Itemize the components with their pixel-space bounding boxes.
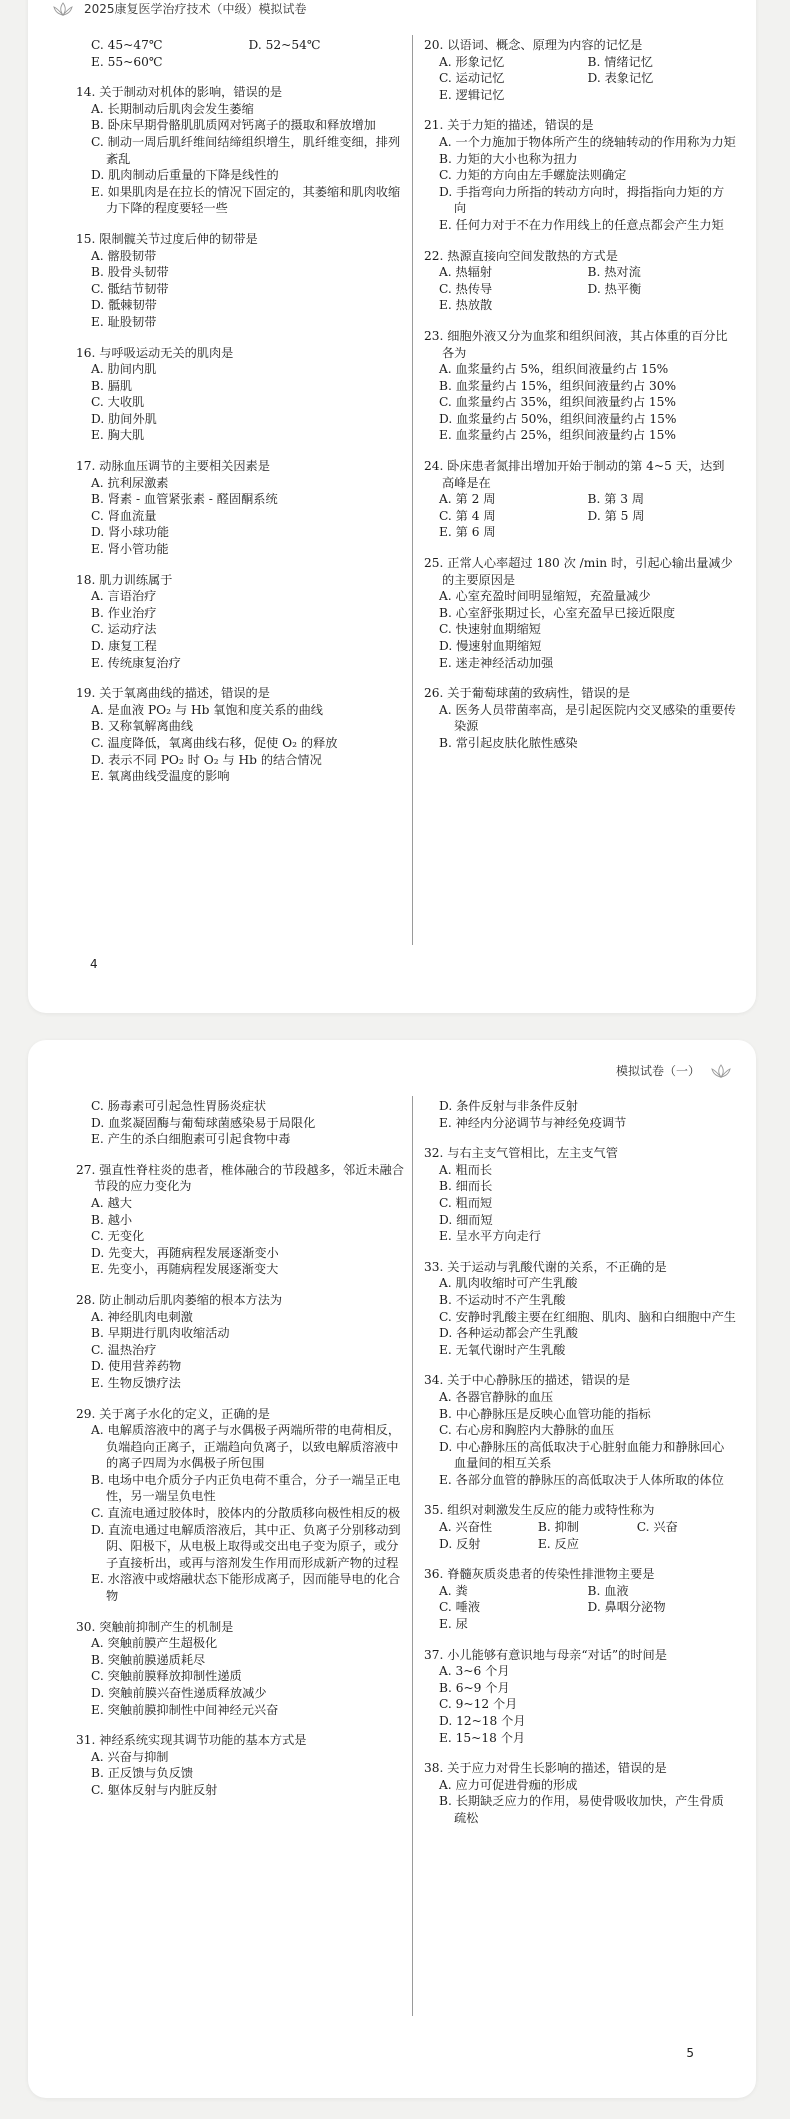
option-cell (91, 54, 249, 71)
question-14 (76, 84, 406, 217)
option: A. 热辐射 (439, 265, 493, 280)
option: E. 反应 (537, 1536, 579, 1551)
option: A. 医务人员带菌率高，是引起医院内交叉感染的重要传染源 (439, 702, 736, 734)
option: A. 突触前膜产生超极化 (91, 1636, 218, 1651)
question-28 (76, 1292, 406, 1392)
question-text: 限制髋关节过度后伸的韧带是 (99, 231, 258, 246)
option: C. 兴奋 (636, 1520, 678, 1535)
page-header (50, 0, 307, 17)
option: C. 躯体反射与内脏反射 (91, 1782, 218, 1797)
question-number: 14. (76, 85, 96, 100)
option: D. 肋间外肌 (91, 411, 157, 426)
question-stem (76, 1292, 406, 1309)
question-text: 细胞外液又分为血浆和组织间液，其占体重的百分比各为 (442, 328, 728, 360)
column-divider (412, 35, 413, 945)
option: D. 条件反射与非条件反射 (439, 1099, 578, 1113)
lotus-logo-icon (708, 1064, 734, 1078)
question-text: 组织对刺激发生反应的能力或特性称为 (447, 1503, 655, 1518)
option: D. 血浆凝固酶与葡萄球菌感染易于局限化 (91, 1115, 316, 1130)
option: A. 血浆量约占 5%，组织间液量约占 15% (439, 362, 669, 377)
question-number: 37. (424, 1647, 444, 1662)
option: E. 产生的杀白细胞素可引起食物中毒 (91, 1132, 291, 1147)
option: C. 第 4 周 (439, 508, 496, 523)
option: C. 粗而短 (439, 1195, 493, 1210)
option: C. 无变化 (91, 1229, 145, 1244)
question-number: 27. (76, 1162, 96, 1177)
question-number: 21. (424, 118, 444, 133)
question-stem (424, 685, 736, 702)
option: E. 逻辑记忆 (439, 87, 505, 102)
question-33 (424, 1259, 736, 1359)
question-stem (424, 37, 736, 54)
question-text: 关于运动与乳酸代谢的关系，不正确的是 (447, 1259, 667, 1274)
question-stem (424, 1566, 736, 1583)
right-column (424, 37, 736, 752)
question-text: 防止制动后肌肉萎缩的根本方法为 (99, 1292, 283, 1307)
question-17 (76, 458, 406, 558)
option: E. 各部分血管的静脉压的高低取决于人体所取的体位 (439, 1472, 724, 1487)
question-15 (76, 231, 406, 331)
option: B. 作业治疗 (91, 605, 157, 620)
option: B. 突触前膜递质耗尽 (91, 1652, 206, 1667)
option: B. 肾素 - 血管紧张素 - 醛固酮系统 (91, 492, 278, 507)
question-text: 关于中心静脉压的描述，错误的是 (447, 1373, 631, 1388)
option-text: 45~47℃ (107, 38, 163, 52)
option: A. 肌肉收缩时可产生乳酸 (439, 1276, 578, 1291)
option: E. 耻股韧带 (91, 314, 157, 329)
option: B. 常引起皮肤化脓性感染 (439, 735, 578, 750)
continued-options (76, 37, 406, 70)
option: B. 力矩的大小也称为扭力 (439, 151, 578, 166)
question-stem (76, 1732, 406, 1749)
continued-options (424, 1098, 736, 1131)
option: D. 肾小球功能 (91, 525, 170, 540)
question-stem (424, 1372, 736, 1389)
option: B. 抑制 (537, 1520, 579, 1535)
option: B. 膈肌 (91, 378, 133, 393)
question-stem (424, 555, 736, 588)
option: A. 是血液 PO₂ 与 Hb 氧饱和度关系的曲线 (91, 702, 323, 717)
option: D. 突触前膜兴奋性递质释放减少 (91, 1686, 267, 1700)
option: E. 如果肌肉是在拉长的情况下固定的，其萎缩和肌肉收缩力下降的程度要轻一些 (91, 184, 401, 216)
option: D. 肌肉制动后重量的下降是线性的 (91, 168, 279, 183)
option: B. 中心静脉压是反映心血管功能的指标 (439, 1406, 651, 1421)
option: D. 表示不同 PO₂ 时 O₂ 与 Hb 的结合情况 (91, 752, 322, 767)
question-stem (424, 1259, 736, 1276)
option: C. 力矩的方向由左手螺旋法则确定 (439, 168, 627, 183)
option: A. 肋间内肌 (91, 362, 157, 377)
option: A. 越大 (91, 1195, 132, 1210)
option: B. 越小 (91, 1212, 133, 1227)
option: D. 血浆量约占 50%，组织间液量约占 15% (439, 411, 677, 426)
lotus-logo-icon (50, 2, 76, 16)
option: A. 神经肌肉电刺激 (91, 1309, 193, 1324)
question-25 (424, 555, 736, 671)
question-38 (424, 1760, 736, 1826)
question-stem (76, 1619, 406, 1636)
option: C. 唾液 (439, 1600, 481, 1615)
question-number: 32. (424, 1146, 444, 1161)
option: D. 使用营养药物 (91, 1359, 182, 1374)
question-number: 20. (424, 38, 444, 52)
question-32 (424, 1145, 736, 1245)
option: E. 神经内分泌调节与神经免疫调节 (439, 1115, 627, 1130)
option: D. 鼻咽分泌物 (587, 1600, 666, 1615)
option: C. 安静时乳酸主要在红细胞、肌肉、脑和白细胞中产生 (439, 1309, 736, 1324)
left-column (76, 37, 406, 785)
option: C. 大收肌 (91, 395, 145, 410)
option: A. 抗利尿激素 (91, 475, 169, 490)
option: A. 第 2 周 (439, 492, 496, 507)
question-number: 34. (424, 1373, 444, 1388)
question-number: 24. (424, 459, 444, 474)
question-stem (76, 1162, 406, 1195)
option: A. 兴奋性 (439, 1520, 493, 1535)
option: E. 血浆量约占 25%，组织间液量约占 15% (439, 428, 677, 443)
option: A. 粪 (439, 1583, 468, 1598)
question-24 (424, 458, 736, 541)
option: A. 心室充盈时间明显缩短，充盈量减少 (439, 589, 651, 604)
question-34 (424, 1372, 736, 1488)
option-text: 55~60℃ (107, 54, 163, 69)
question-stem (424, 458, 736, 491)
question-text: 卧床患者氮排出增加开始于制动的第 4~5 天，达到高峰是在 (442, 459, 725, 490)
column-divider (412, 1096, 413, 2016)
option: A. 应力可促进骨痂的形成 (439, 1777, 578, 1792)
option: A. 一个力施加于物体所产生的绕轴转动的作用称为力矩 (439, 134, 736, 149)
option: C. 运动疗法 (91, 622, 157, 637)
left-column (76, 1098, 406, 1799)
question-stem (424, 1502, 736, 1519)
option-grid (424, 1519, 736, 1552)
page-number: 5 (686, 2046, 694, 2060)
question-stem (76, 1406, 406, 1423)
option: C. 温热治疗 (91, 1342, 157, 1357)
option: C. 右心房和胸腔内大静脉的血压 (439, 1423, 615, 1438)
question-text: 突触前抑制产生的机制是 (99, 1619, 234, 1634)
option: B. 心室舒张期过长，心室充盈早已接近限度 (439, 605, 676, 620)
question-text: 神经系统实现其调节功能的基本方式是 (99, 1733, 307, 1748)
option: E. 肾小管功能 (91, 542, 169, 557)
question-number: 29. (76, 1406, 96, 1421)
option: C. 制动一周后肌纤维间结缔组织增生，肌纤维变细，排列紊乱 (91, 134, 401, 166)
option: A. 兴奋与抑制 (91, 1749, 169, 1764)
question-number: 28. (76, 1292, 96, 1307)
option: B. 电场中电介质分子内正负电荷不重合，分子一端呈正电性，另一端呈负电性 (91, 1472, 401, 1504)
option: C. 9~12 个月 (439, 1697, 518, 1712)
question-18 (76, 572, 406, 672)
option: B. 情绪记忆 (587, 54, 653, 69)
option: E. 任何力对于不在力作用线上的任意点都会产生力矩 (439, 217, 724, 232)
question-text: 小儿能够有意识地与母亲“对话”的时间是 (447, 1647, 667, 1662)
question-stem (424, 1647, 736, 1664)
question-stem (424, 117, 736, 134)
question-stem (76, 231, 406, 248)
question-29 (76, 1406, 406, 1605)
option-grid (424, 54, 736, 104)
question-stem (76, 458, 406, 475)
option-cell (249, 37, 407, 54)
question-23 (424, 328, 736, 444)
question-text: 与右主支气管相比，左主支气管 (447, 1146, 618, 1161)
option: D. 12~18 个月 (439, 1714, 526, 1728)
option: C. 肠毒素可引起急性胃肠炎症状 (91, 1099, 267, 1113)
question-number: 22. (424, 248, 444, 263)
question-stem (424, 1760, 736, 1777)
option: E. 水溶液中或熔融状态下能形成离子，因而能导电的化合物 (91, 1572, 401, 1604)
option: D. 中心静脉压的高低取决于心脏射血能力和静脉回心血量间的相互关系 (439, 1439, 725, 1471)
option: B. 血浆量约占 15%，组织间液量约占 30% (439, 378, 677, 393)
option: B. 6~9 个月 (439, 1680, 510, 1695)
option: E. 15~18 个月 (439, 1730, 526, 1745)
option: E. 传统康复治疗 (91, 655, 181, 670)
question-number: 35. (424, 1503, 444, 1518)
question-number: 33. (424, 1259, 444, 1274)
option: C. 温度降低，氧离曲线右移，促使 O₂ 的释放 (91, 735, 338, 750)
question-30 (76, 1619, 406, 1719)
question-number: 30. (76, 1619, 96, 1634)
question-text: 关于氧离曲线的描述，错误的是 (99, 686, 270, 701)
question-text: 强直性脊柱炎的患者，椎体融合的节段越多，邻近未融合节段的应力变化为 (94, 1162, 404, 1194)
question-20 (424, 37, 736, 103)
option: B. 正反馈与负反馈 (91, 1766, 194, 1781)
question-text: 肌力训练属于 (99, 572, 173, 587)
question-22 (424, 248, 736, 314)
question-text: 关于力矩的描述，错误的是 (447, 118, 594, 133)
option: E. 尿 (439, 1617, 468, 1632)
option: B. 股骨头韧带 (91, 265, 169, 280)
option: D. 反射 (439, 1536, 481, 1551)
question-text: 动脉血压调节的主要相关因素是 (99, 459, 270, 474)
header-title: 2025康复医学治疗技术（中级）模拟试卷 (84, 2, 307, 16)
option: E. 先变小，再随病程发展逐渐变大 (91, 1262, 279, 1277)
question-text: 关于制动对机体的影响，错误的是 (99, 85, 283, 100)
option-cell (91, 37, 249, 54)
option-grid (424, 264, 736, 314)
question-text: 关于葡萄球菌的致病性，错误的是 (447, 686, 631, 701)
option-grid (424, 491, 736, 541)
option: E. 迷走神经活动加强 (439, 655, 554, 670)
option-grid (76, 37, 406, 70)
option-letter: D. (248, 38, 262, 52)
option: E. 突触前膜抑制性中间神经元兴奋 (91, 1702, 279, 1717)
question-26 (424, 685, 736, 751)
question-stem (76, 345, 406, 362)
option: B. 早期进行肌肉收缩活动 (91, 1326, 230, 1341)
question-number: 23. (424, 328, 444, 343)
option: B. 第 3 周 (587, 492, 645, 507)
option: C. 快速射血期缩短 (439, 622, 541, 637)
option: A. 髂股韧带 (91, 248, 157, 263)
option: A. 粗而长 (439, 1162, 493, 1177)
question-16 (76, 345, 406, 445)
option: E. 氧离曲线受温度的影响 (91, 769, 230, 784)
option: A. 3~6 个月 (439, 1664, 510, 1679)
option: E. 热放散 (439, 298, 493, 313)
question-35 (424, 1502, 736, 1552)
page-number: 4 (90, 957, 98, 971)
right-column (424, 1098, 736, 1827)
question-text: 热源直接向空间发散热的方式是 (447, 248, 618, 263)
option: B. 不运动时不产生乳酸 (439, 1292, 566, 1307)
option: A. 各器官静脉的血压 (439, 1389, 554, 1404)
option: D. 康复工程 (91, 639, 157, 653)
question-27 (76, 1162, 406, 1278)
option: D. 先变大，再随病程发展逐渐变小 (91, 1245, 279, 1260)
question-stem (424, 328, 736, 361)
option: B. 卧床早期骨骼肌肌质网对钙离子的摄取和释放增加 (91, 118, 376, 133)
option-letter: E. (91, 54, 104, 69)
option: A. 电解质溶液中的离子与水偶极子两端所带的电荷相反，负端趋向正离子，正端趋向负离子，以致电解质溶液中的离子四周为水偶极子所包围 (91, 1423, 401, 1471)
question-number: 25. (424, 556, 444, 571)
option: D. 细而短 (439, 1212, 493, 1227)
exam-page-5 (28, 1040, 756, 2098)
option: D. 直流电通过电解质溶液后，其中正、负离子分别移动到阴、阳极下，从电极上取得或交出电子变为原子，或分子直接析出，或再与溶剂发生作用而形成新产物的过程 (91, 1522, 401, 1570)
option: C. 肾血流量 (91, 508, 157, 523)
question-text: 脊髓灰质炎患者的传染性排泄物主要是 (447, 1567, 655, 1582)
option: C. 突触前膜释放抑制性递质 (91, 1669, 242, 1684)
option-letter: C. (91, 38, 104, 52)
option: D. 热平衡 (587, 281, 642, 296)
option: B. 又称氧解离曲线 (91, 719, 194, 734)
question-stem (76, 84, 406, 101)
question-number: 26. (424, 686, 444, 701)
question-number: 18. (76, 572, 96, 587)
option: A. 形象记忆 (439, 54, 505, 69)
option: D. 慢速射血期缩短 (439, 639, 542, 653)
option: B. 细而长 (439, 1179, 493, 1194)
page-header (616, 1062, 734, 1079)
question-19 (76, 685, 406, 785)
option: D. 表象记忆 (587, 71, 654, 86)
option: C. 骶结节韧带 (91, 281, 169, 296)
question-number: 15. (76, 231, 96, 246)
option: C. 直流电通过胶体时，胶体内的分散质移向极性相反的极 (91, 1506, 401, 1521)
option: E. 呈水平方向走行 (439, 1229, 541, 1244)
option: D. 骶棘韧带 (91, 298, 157, 313)
question-number: 31. (76, 1733, 96, 1748)
option: B. 热对流 (587, 265, 641, 280)
option-text: 52~54℃ (265, 38, 321, 52)
option: A. 长期制动后肌肉会发生萎缩 (91, 101, 254, 116)
option: E. 生物反馈疗法 (91, 1375, 181, 1390)
header-title: 模拟试卷（一） (615, 1064, 700, 1078)
option: B. 血液 (587, 1583, 629, 1598)
question-21 (424, 117, 736, 233)
question-stem (76, 572, 406, 589)
question-text: 与呼吸运动无关的肌肉是 (99, 345, 234, 360)
continued-options (76, 1098, 406, 1148)
option: D. 第 5 周 (587, 508, 645, 523)
question-31 (76, 1732, 406, 1798)
option: A. 言语治疗 (91, 589, 157, 604)
question-number: 19. (76, 686, 96, 701)
option-grid (424, 1583, 736, 1633)
option: C. 运动记忆 (439, 71, 505, 86)
question-36 (424, 1566, 736, 1632)
option: E. 胸大肌 (91, 428, 145, 443)
question-number: 38. (424, 1761, 444, 1776)
option: E. 第 6 周 (439, 525, 496, 540)
option: D. 各种运动都会产生乳酸 (439, 1326, 578, 1341)
question-stem (424, 248, 736, 265)
option: C. 热传导 (439, 281, 493, 296)
question-text: 关于离子水化的定义，正确的是 (99, 1406, 270, 1421)
option: B. 长期缺乏应力的作用，易使骨吸收加快，产生骨质疏松 (439, 1794, 724, 1825)
question-stem (76, 685, 406, 702)
question-text: 关于应力对骨生长影响的描述，错误的是 (447, 1761, 667, 1776)
option: E. 无氧代谢时产生乳酸 (439, 1342, 566, 1357)
question-37 (424, 1647, 736, 1747)
question-stem (424, 1145, 736, 1162)
option: D. 手指弯向力所指的转动方向时，拇指指向力矩的方向 (439, 184, 725, 216)
option: C. 血浆量约占 35%，组织间液量约占 15% (439, 395, 677, 410)
question-text: 以语词、概念、原理为内容的记忆是 (447, 38, 643, 52)
question-number: 16. (76, 345, 96, 360)
question-number: 17. (76, 459, 96, 474)
question-number: 36. (424, 1567, 444, 1582)
question-text: 正常人心率超过 180 次 /min 时，引起心输出量减少的主要原因是 (442, 556, 733, 587)
exam-page-4 (28, 0, 756, 1013)
